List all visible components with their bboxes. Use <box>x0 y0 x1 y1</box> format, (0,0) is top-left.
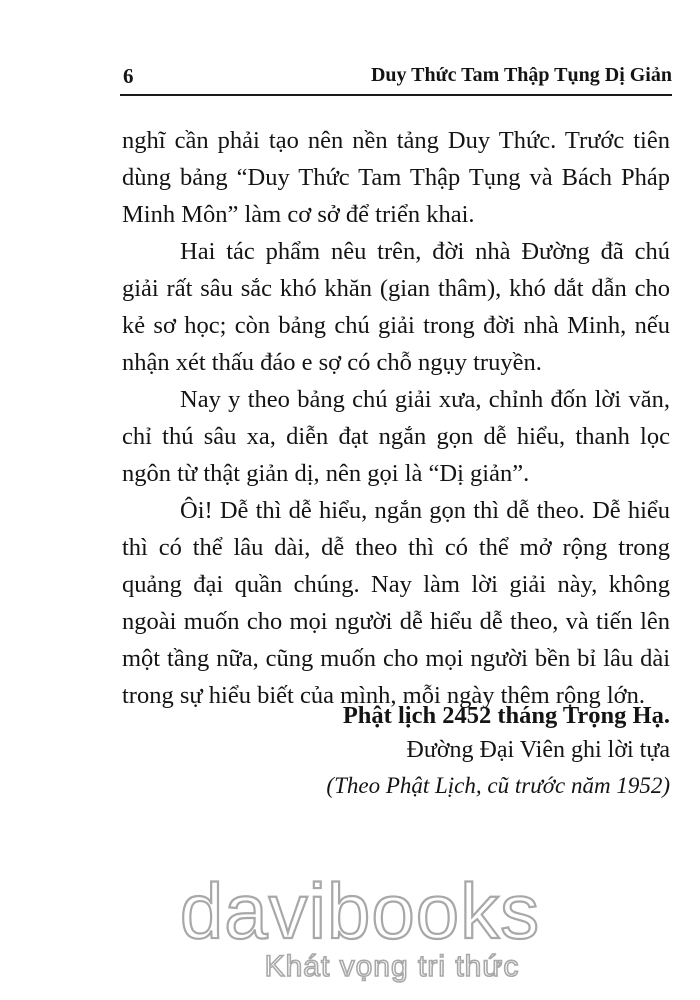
page-header <box>120 56 672 92</box>
watermark-tagline: Khát vọng tri thức <box>264 950 520 983</box>
page-number: 6 <box>123 64 134 88</box>
header-rule <box>120 94 672 96</box>
watermark <box>160 864 560 984</box>
paragraph-1: nghĩ cần phải tạo nên nền tảng Duy Thức. Trước tiên dùng bảng “Duy Thức Tam Thập Tụng và Bách Pháp Minh Môn” làm cơ sở để triển khai. <box>122 127 670 228</box>
signature-date: Phật lịch 2452 tháng Trọng Hạ. <box>342 702 670 729</box>
signature-note: (Theo Phật Lịch, cũ trước năm 1952) <box>326 773 670 798</box>
watermark-logo <box>160 864 560 984</box>
signature-author: Đường Đại Viên ghi lời tựa <box>406 737 670 763</box>
paragraph-3: Nay y theo bảng chú giải xưa, chỉnh đốn lời văn, chỉ thú sâu xa, diễn đạt ngắn gọn dễ hiểu, thanh lọc ngôn từ thật giản dị, nên gọi là “Dị giản”. <box>122 386 670 487</box>
running-title: Duy Thức Tam Thập Tụng Dị Giản <box>370 64 672 86</box>
body-text <box>122 122 670 714</box>
signature-block <box>326 698 670 803</box>
paragraph-4: Ôi! Dễ thì dễ hiểu, ngắn gọn thì dễ theo. Dễ hiểu thì có thể lâu dài, dễ theo thì có thể mở rộng trong quảng đại quần chúng. Nay làm lời giải này, không ngoài muốn cho mọi người dễ hiểu dễ theo, và tiến lên một tầng nữa, cũng muốn cho mọi người bền bỉ lâu dài trong sự hiểu biết của mình, mỗi ngày thêm rộng lớn. <box>122 497 670 709</box>
paragraph-2: Hai tác phẩm nêu trên, đời nhà Đường đã chú giải rất sâu sắc khó khăn (gian thâm), khó dắt dẫn cho kẻ sơ học; còn bảng chú giải trong đời nhà Minh, nếu nhận xét thấu đáo e sợ có chỗ ngụy truyền. <box>122 238 670 376</box>
watermark-brand: davibooks <box>179 867 541 955</box>
